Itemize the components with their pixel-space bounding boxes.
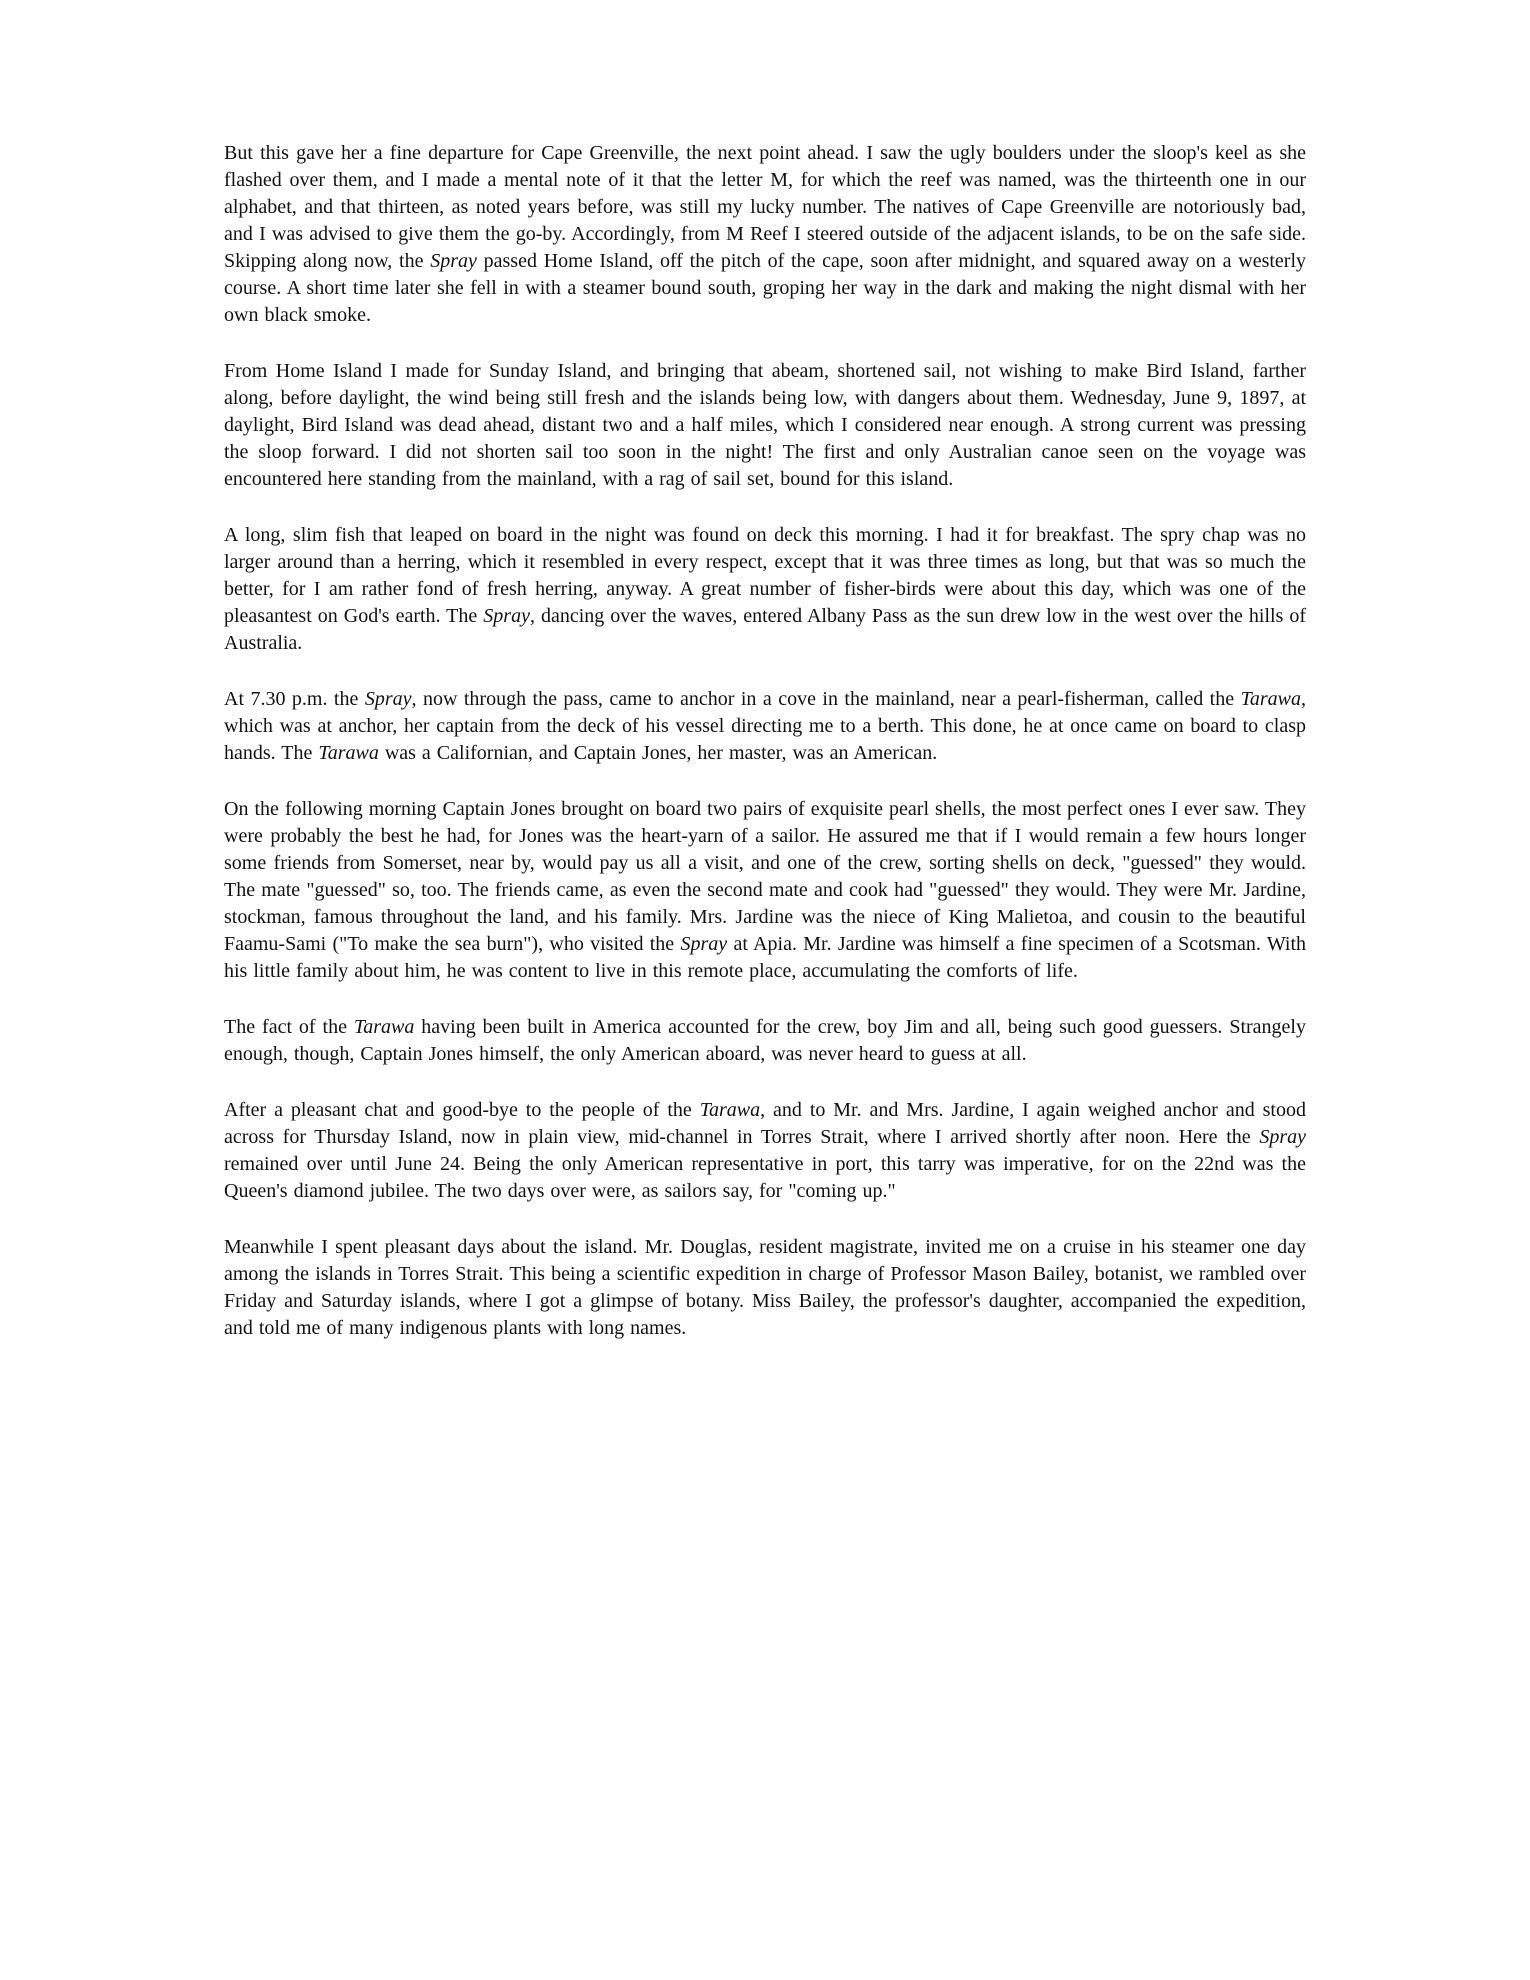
text-run: at Apia. Mr. Jardine was himself a fine specimen of a Scotsman. With his little family about him, he was content to live in this remote place, accumulating the comforts of life. — [224, 933, 1307, 982]
paragraph-5 — [224, 796, 1306, 985]
text-run: remained over until June 24. Being the only American representative in port, this tarry was imperative, for on the 22nd was the Queen's diamond jubilee. The two days over were, as sailors say, for "coming up." — [224, 1153, 1306, 1202]
text-run: was a Californian, and Captain Jones, her master, was an American. — [378, 742, 938, 764]
paragraph-2 — [224, 358, 1306, 493]
italic-text-run: Spray — [430, 250, 477, 272]
text-run: At 7.30 p.m. the — [224, 688, 365, 710]
italic-text-run: Spray — [680, 933, 728, 955]
text-run: , and to Mr. and Mrs. Jardine, I again weighed anchor and stood across for Thursday Island, now in plain view, mid-channel in Torres Strait, where I arrived shortly after noon. Here the — [224, 1099, 1306, 1148]
italic-text-run: Spray — [483, 605, 530, 627]
text-run: , now through the pass, came to anchor in a cove in the mainland, near a pearl-fisherman, called the — [411, 688, 1241, 710]
text-run: The fact of the — [224, 1016, 354, 1038]
italic-text-run: Tarawa — [318, 742, 379, 764]
text-run: But this gave her a fine departure for Cape Greenville, the next point ahead. I saw the ugly boulders under the sloop's keel as she flashed over them, and I made a mental note of it that the letter M, for which the reef was named, was the thirteenth one in our alphabet, and that thirteen, as noted years before, was still my lucky number. The natives of Cape Greenville are notoriously bad, and I was advised to give them the go-by. Accordingly, from M Reef I steered outside of the adjacent islands, to be on the safe side. Skipping along now, the — [224, 142, 1306, 272]
italic-text-run: Tarawa — [699, 1099, 761, 1121]
paragraph-8 — [224, 1234, 1306, 1342]
text-block — [224, 140, 1306, 1342]
italic-text-run: Spray — [364, 688, 412, 710]
text-run: passed Home Island, off the pitch of the cape, soon after midnight, and squared away on a westerly course. A short time later she fell in with a steamer bound south, groping her way in the dark and making the night dismal with her own black smoke. — [224, 250, 1307, 326]
text-run: , which was at anchor, her captain from the deck of his vessel directing me to a berth. This done, he at once came on board to clasp hands. The — [224, 688, 1306, 764]
text-run: After a pleasant chat and good-bye to the people of the — [224, 1099, 700, 1121]
text-run: On the following morning Captain Jones brought on board two pairs of exquisite pearl shells, the most perfect ones I ever saw. They were probably the best he had, for Jones was the heart-yarn of a sailor. He assured me that if I would remain a few hours longer some friends from Somerset, near by, would pay us all a visit, and one of the crew, sorting shells on deck, "guessed" they would. The mate "guessed" so, too. The friends came, as even the second mate and cook had "guessed" they would. They were Mr. Jardine, stockman, famous throughout the land, and his family. Mrs. Jardine was the niece of King Malietoa, and cousin to the beautiful Faamu-Sami ("To make the sea burn"), who visited the — [224, 798, 1306, 955]
italic-text-run: Spray — [1259, 1126, 1306, 1148]
text-run: Meanwhile I spent pleasant days about the island. Mr. Douglas, resident magistrate, invited me on a cruise in his steamer one day among the islands in Torres Strait. This being a scientific expedition in charge of Professor Mason Bailey, botanist, we rambled over Friday and Saturday islands, where I got a glimpse of botany. Miss Bailey, the professor's daughter, accompanied the expedition, and told me of many indigenous plants with long names. — [224, 1236, 1306, 1339]
paragraph-4 — [224, 686, 1306, 767]
text-run: , dancing over the waves, entered Albany Pass as the sun drew low in the west over the hills of Australia. — [224, 605, 1306, 654]
text-run: From Home Island I made for Sunday Island, and bringing that abeam, shortened sail, not wishing to make Bird Island, farther along, before daylight, the wind being still fresh and the islands being low, with dangers about them. Wednesday, June 9, 1897, at daylight, Bird Island was dead ahead, distant two and a half miles, which I considered near enough. A strong current was pressing the sloop forward. I did not shorten sail too soon in the night! The first and only Australian canoe seen on the voyage was encountered here standing from the mainland, with a rag of sail set, bound for this island. — [224, 360, 1306, 490]
paragraph-1 — [224, 140, 1306, 329]
text-run: having been built in America accounted for the crew, boy Jim and all, being such good guessers. Strangely enough, though, Captain Jones himself, the only American aboard, was never heard to guess at all. — [224, 1016, 1306, 1065]
text-run: A long, slim fish that leaped on board in the night was found on deck this morning. I had it for breakfast. The spry chap was no larger around than a herring, which it resembled in every respect, except that it was three times as long, but that was so much the better, for I am rather fond of fresh herring, anyway. A great number of fisher-birds were about this day, which was one of the pleasantest on God's earth. The — [224, 524, 1306, 627]
italic-text-run: Tarawa — [353, 1016, 415, 1038]
paragraph-3 — [224, 522, 1306, 657]
paragraph-6 — [224, 1014, 1306, 1068]
italic-text-run: Tarawa — [1240, 688, 1301, 710]
paragraph-7 — [224, 1097, 1306, 1205]
